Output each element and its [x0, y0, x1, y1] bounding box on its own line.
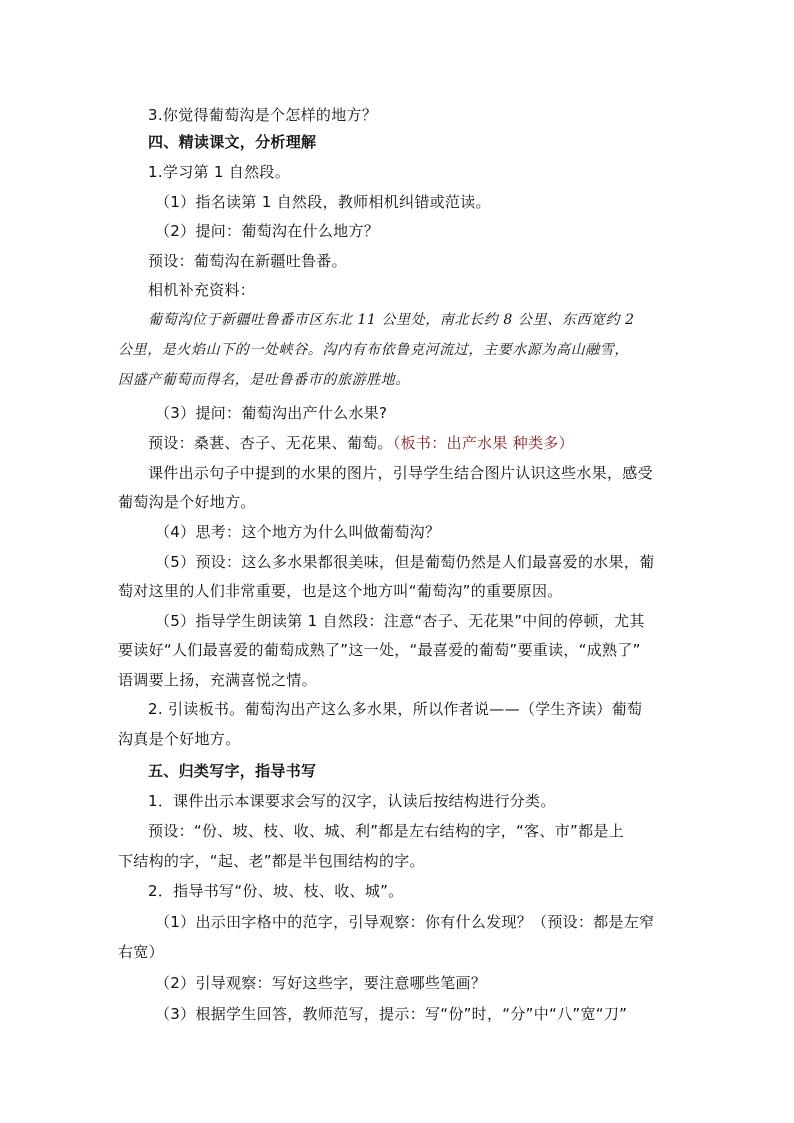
courseware-paragraph-line-2: 葡萄沟是个好地方。	[118, 493, 256, 511]
question-3: 3.你觉得葡萄沟是个怎样的地方？	[148, 106, 378, 124]
writing-step-2: 2．指导书写“份、坡、枝、收、城”。	[148, 882, 404, 900]
step-1-title: 1.学习第 1 自然段。	[148, 163, 290, 181]
supplementary-material-line-3: 因盛产葡萄而得名，是吐鲁番市的旅游胜地。	[118, 372, 410, 388]
reading-guide-line-2: 要读好“人们最喜爱的葡萄成熟了”这一处，“最喜爱的葡萄”要重读，“成熟了”	[118, 641, 641, 659]
preset-answer-fruits	[148, 433, 574, 453]
structure-preset-line-1: 预设：“份、坡、枝、收、城、利”都是左右结构的字，“客、市”都是上	[148, 822, 624, 840]
section-4-heading: 四、精读课文，分析理解	[148, 133, 317, 151]
supplementary-material-line-1: 葡萄沟位于新疆吐鲁番市区东北 11 公里处，南北长约 8 公里、东西宽约 2	[148, 312, 635, 328]
step-1-item-1: （1）指名读第 1 自然段，教师相机纠错或范读。	[155, 193, 491, 211]
preset-fruits-text: 预设：桑葚、杏子、无花果、葡萄。	[148, 434, 393, 452]
blackboard-note: （板书：出产水果 种类多）	[392, 434, 574, 452]
reading-guide-line-1: （5）指导学生朗读第 1 自然段：注意“杏子、无花果”中间的停顿，尤其	[155, 612, 645, 630]
supplementary-material-label: 相机补充资料：	[148, 281, 256, 299]
writing-item-1-line-2: 右宽）	[118, 943, 164, 961]
courseware-paragraph-line-1: 课件出示句子中提到的水果的图片，引导学生结合图片认识这些水果，感受	[148, 464, 653, 482]
reading-guide-line-3: 语调要上扬，充满喜悦之情。	[118, 671, 317, 689]
structure-preset-line-2: 下结构的字，“起、老”都是半包围结构的字。	[118, 852, 425, 870]
writing-item-3: （3）根据学生回答，教师范写，提示：写“份”时，“分”中“八”宽“刀”	[155, 1005, 628, 1023]
writing-item-1-line-1: （1）出示田字格中的范字，引导观察：你有什么发现？（预设：都是左窄	[155, 913, 655, 931]
step-1-item-4: （4）思考：这个地方为什么叫做葡萄沟？	[155, 523, 441, 541]
writing-item-2: （2）引导观察：写好这些字，要注意哪些笔画？	[155, 974, 487, 992]
section-5-heading: 五、归类写字，指导书写	[148, 762, 317, 780]
preset-answer-location: 预设：葡萄沟在新疆吐鲁番。	[148, 252, 347, 270]
writing-step-1: 1．课件出示本课要求会写的汉字，认读后按结构进行分类。	[148, 792, 556, 810]
step-1-item-2: （2）提问：葡萄沟在什么地方？	[155, 222, 380, 240]
step-1-item-5-line-1: （5）预设：这么多水果都很美味，但是葡萄仍然是人们最喜爱的水果，葡	[155, 553, 655, 571]
step-1-item-3: （3）提问：葡萄沟出产什么水果?	[155, 404, 388, 422]
step-1-item-5-line-2: 萄对这里的人们非常重要，也是这个地方叫“葡萄沟”的重要原因。	[118, 582, 563, 600]
step-2-line-1: 2. 引读板书。葡萄沟出产这么多水果，所以作者说——（学生齐读）葡萄	[148, 700, 643, 718]
supplementary-material-line-2: 公里，是火焰山下的一处峡谷。沟内有布依鲁克河流过，主要水源为高山融雪，	[118, 342, 629, 358]
step-2-line-2: 沟真是个好地方。	[118, 730, 241, 748]
